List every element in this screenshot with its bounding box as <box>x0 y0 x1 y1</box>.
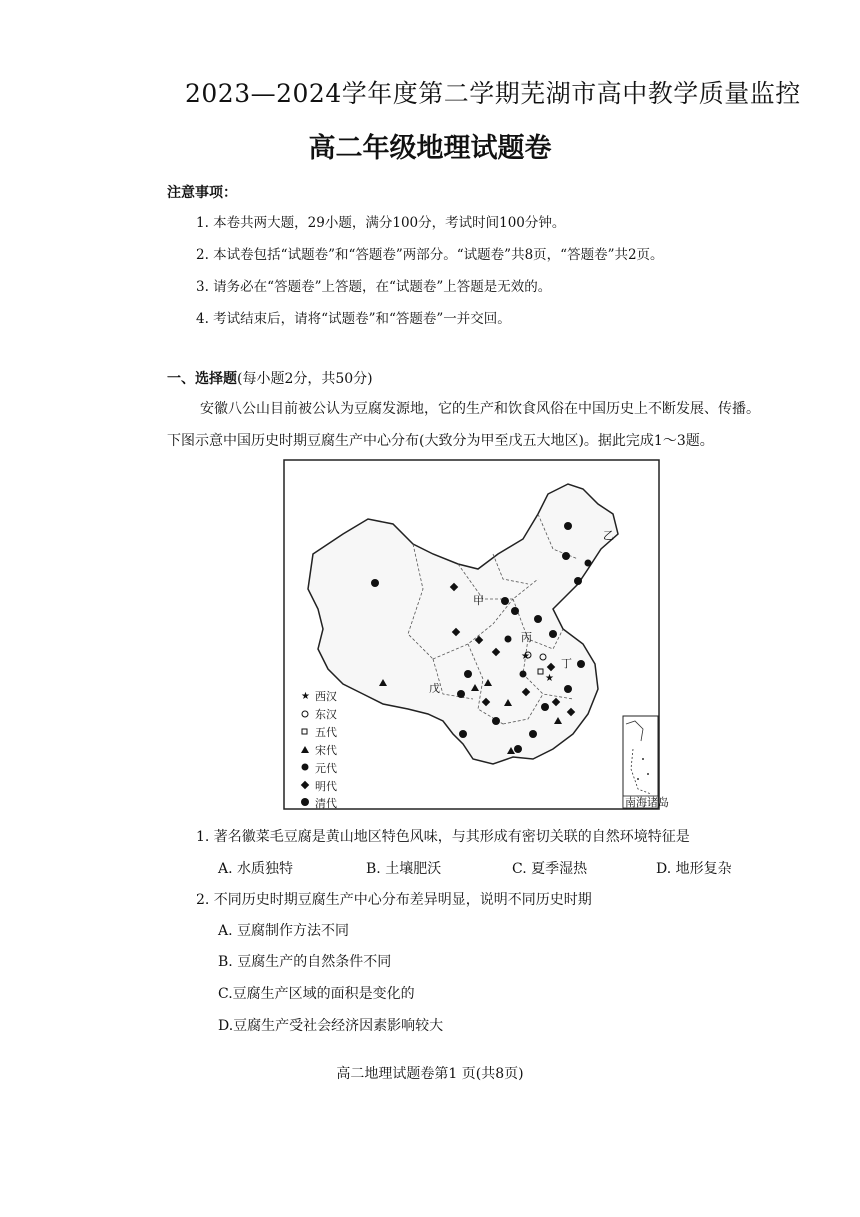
section-heading <box>167 368 373 388</box>
passage-line2: 下图示意中国历史时期豆腐生产中心分布(大致分为甲至戊五大地区)。据此完成1～3题。 <box>167 433 714 449</box>
china-map-figure <box>283 459 669 810</box>
region-label-bing: 丙 <box>521 631 532 644</box>
section-note: (每小题2分，共50分) <box>237 371 373 387</box>
inset-label: 南海诸岛 <box>625 796 669 809</box>
marker-qing <box>459 730 467 738</box>
legend-symbol-yuan <box>302 764 309 771</box>
marker-xihan: ★ <box>521 651 530 662</box>
legend-ming: 明代 <box>315 780 337 793</box>
region-label-wu: 戊 <box>429 682 440 695</box>
q2-option-c: C.豆腐生产区域的面积是变化的 <box>218 986 415 1002</box>
marker-xihan: ★ <box>545 673 554 684</box>
marker-qing <box>501 597 509 605</box>
marker-qing <box>549 630 557 638</box>
marker-qing <box>492 717 500 725</box>
question-2-stem: 2. 不同历史时期豆腐生产中心分布差异明显，说明不同历史时期 <box>196 892 592 908</box>
region-label-yi: 乙 <box>603 529 614 542</box>
marker-qing <box>464 670 472 678</box>
q1-option-b: B. 土壤肥沃 <box>366 861 442 877</box>
legend-xihan: 西汉 <box>315 690 337 703</box>
legend-song: 宋代 <box>315 744 337 757</box>
q2-option-b: B. 豆腐生产的自然条件不同 <box>218 954 392 970</box>
note-item: 3. 请务必在“答题卷”上答题，在“试题卷”上答题是无效的。 <box>196 279 552 295</box>
legend-donghan: 东汉 <box>315 708 337 721</box>
q2-option-a: A. 豆腐制作方法不同 <box>218 923 350 939</box>
note-item: 1. 本卷共两大题，29小题，满分100分，考试时间100分钟。 <box>196 215 566 231</box>
marker-qing <box>562 552 570 560</box>
marker-qing <box>534 615 542 623</box>
q1-option-c: C. 夏季湿热 <box>512 861 588 877</box>
marker-qing <box>529 730 537 738</box>
exam-title-line2: 高二年级地理试题卷 <box>308 133 552 164</box>
marker-qing <box>564 685 572 693</box>
marker-qing <box>457 690 465 698</box>
marker-qing <box>511 607 519 615</box>
marker-yuan <box>520 671 527 678</box>
south-china-sea-inset <box>623 716 669 809</box>
marker-yuan <box>585 560 592 567</box>
legend-symbol-xihan: ★ <box>301 691 310 702</box>
legend-symbol-qing <box>301 798 309 806</box>
region-label-ding: 丁 <box>561 657 572 670</box>
marker-qing <box>564 522 572 530</box>
q1-option-d: D. 地形复杂 <box>656 861 732 877</box>
passage-line1: 安徽八公山目前被公认为豆腐发源地，它的生产和饮食风俗在中国历史上不断发展、传播。 <box>200 401 760 417</box>
marker-yuan <box>505 636 512 643</box>
question-1-stem: 1. 著名徽菜毛豆腐是黄山地区特色风味，与其形成有密切关联的自然环境特征是 <box>196 829 690 845</box>
q1-option-a: A. 水质独特 <box>218 861 294 877</box>
q2-option-d: D.豆腐生产受社会经济因素影响较大 <box>218 1018 444 1034</box>
marker-qing <box>371 579 379 587</box>
legend-wudai: 五代 <box>315 726 337 739</box>
note-item: 2. 本试卷包括“试题卷”和“答题卷”两部分。“试题卷”共8页，“答题卷”共2页。 <box>196 247 664 263</box>
section-title: 一、选择题 <box>167 371 237 387</box>
region-label-jia: 甲 <box>473 594 484 607</box>
marker-qing <box>541 703 549 711</box>
marker-qing <box>574 577 582 585</box>
page-footer: 高二地理试题卷第1 页(共8页) <box>336 1066 524 1082</box>
notes-heading: 注意事项： <box>167 185 237 201</box>
legend-yuan: 元代 <box>315 762 337 775</box>
marker-qing <box>577 660 585 668</box>
exam-title-line1: 2023—2024学年度第二学期芜湖市高中教学质量监控 <box>185 79 801 108</box>
marker-qing <box>514 745 522 753</box>
note-item: 4. 考试结束后，请将“试题卷”和“答题卷”一并交回。 <box>196 311 511 327</box>
legend-qing: 清代 <box>315 797 337 810</box>
